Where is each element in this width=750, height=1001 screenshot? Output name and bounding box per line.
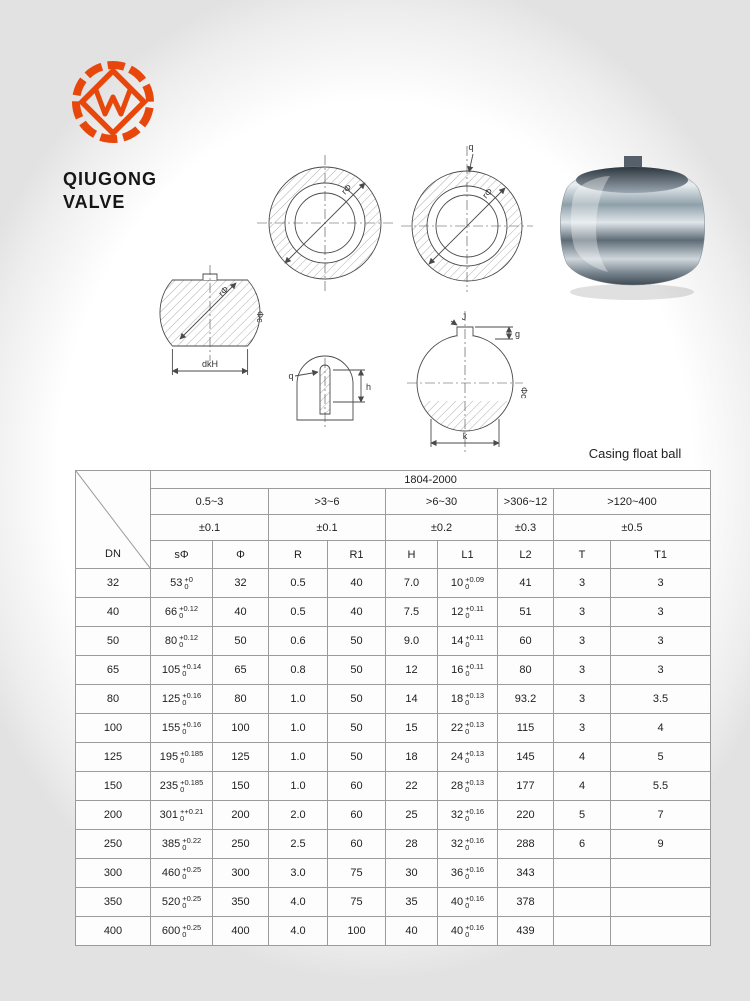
table-row-dn-250 <box>76 830 711 859</box>
cell-sphi: 53 +0 0 <box>151 569 213 598</box>
dim-label-j: J <box>461 312 467 322</box>
cell-t <box>554 888 611 917</box>
cell-phi: 100 <box>213 714 269 743</box>
column-header-t1: T1 <box>611 541 711 569</box>
cell-l1: 32 +0.16 0 <box>438 801 498 830</box>
cell-r: 2.0 <box>269 801 328 830</box>
cell-dn: 80 <box>76 685 151 714</box>
dn-header-cell <box>76 471 151 569</box>
cell-t1: 9 <box>611 830 711 859</box>
cell-r: 4.0 <box>269 888 328 917</box>
cell-sphi: 600 +0.25 0 <box>151 917 213 946</box>
cell-l2: 439 <box>498 917 554 946</box>
cell-phi: 80 <box>213 685 269 714</box>
cell-r: 0.5 <box>269 569 328 598</box>
cell-phi: 32 <box>213 569 269 598</box>
range-header-1: >3~6 <box>269 489 386 515</box>
cell-l1: 40 +0.16 0 <box>438 917 498 946</box>
cell-t: 3 <box>554 685 611 714</box>
cell-t: 6 <box>554 830 611 859</box>
cell-dn: 65 <box>76 656 151 685</box>
cell-dn: 40 <box>76 598 151 627</box>
cell-r1: 40 <box>328 569 386 598</box>
range-header-2: >6~30 <box>386 489 498 515</box>
cell-dn: 50 <box>76 627 151 656</box>
cell-t1: 3 <box>611 656 711 685</box>
cell-h: 22 <box>386 772 438 801</box>
column-header-t: T <box>554 541 611 569</box>
dim-label-phic: Φc <box>255 311 265 323</box>
column-header-row <box>76 541 711 569</box>
cell-phi: 150 <box>213 772 269 801</box>
cell-r: 2.5 <box>269 830 328 859</box>
cell-phi: 40 <box>213 598 269 627</box>
cell-sphi: 520 +0.25 0 <box>151 888 213 917</box>
cell-l1: 16 +0.11 0 <box>438 656 498 685</box>
dim-label-rphi: rΦ <box>216 284 231 299</box>
cell-h: 40 <box>386 917 438 946</box>
table-row-dn-50 <box>76 627 711 656</box>
cell-l2: 343 <box>498 859 554 888</box>
column-header-phi: Φ <box>213 541 269 569</box>
cell-t1 <box>611 917 711 946</box>
cell-t1: 3.5 <box>611 685 711 714</box>
cell-dn: 100 <box>76 714 151 743</box>
brand-name-line2: VALVE <box>63 191 126 212</box>
cell-t1: 3 <box>611 569 711 598</box>
cell-t: 3 <box>554 656 611 685</box>
dim-label-rphi: rΦ <box>480 186 495 201</box>
cell-t1 <box>611 859 711 888</box>
dim-label-q: q <box>468 142 474 152</box>
cell-phi: 125 <box>213 743 269 772</box>
cell-l1: 22 +0.13 0 <box>438 714 498 743</box>
cell-t1 <box>611 888 711 917</box>
cell-r1: 75 <box>328 859 386 888</box>
dim-label-g: g <box>515 329 521 339</box>
cell-l1: 32 +0.16 0 <box>438 830 498 859</box>
tolerance-header-0: ±0.1 <box>151 515 269 541</box>
cell-dn: 200 <box>76 801 151 830</box>
drawing-trunnion-ball <box>407 311 529 453</box>
cell-h: 7.5 <box>386 598 438 627</box>
cell-l2: 145 <box>498 743 554 772</box>
cell-phi: 200 <box>213 801 269 830</box>
cell-t <box>554 859 611 888</box>
cell-phi: 300 <box>213 859 269 888</box>
cell-r1: 40 <box>328 598 386 627</box>
cell-l1: 24 +0.13 0 <box>438 743 498 772</box>
cell-l2: 220 <box>498 801 554 830</box>
cell-sphi: 385 +0.22 0 <box>151 830 213 859</box>
cell-t1: 7 <box>611 801 711 830</box>
cell-phi: 50 <box>213 627 269 656</box>
cell-t: 3 <box>554 598 611 627</box>
table-row-dn-350 <box>76 888 711 917</box>
cell-h: 7.0 <box>386 569 438 598</box>
tolerance-header-2: ±0.2 <box>386 515 498 541</box>
cell-t: 3 <box>554 627 611 656</box>
table-row-dn-125 <box>76 743 711 772</box>
cell-l2: 288 <box>498 830 554 859</box>
cell-l1: 28 +0.13 0 <box>438 772 498 801</box>
cell-r: 3.0 <box>269 859 328 888</box>
tolerance-header-4: ±0.5 <box>554 515 711 541</box>
column-header-sphi: sΦ <box>151 541 213 569</box>
cell-sphi: 66 +0.12 0 <box>151 598 213 627</box>
cell-r1: 60 <box>328 801 386 830</box>
cell-t: 4 <box>554 772 611 801</box>
range-header-3: >306~12 <box>498 489 554 515</box>
cell-r1: 50 <box>328 627 386 656</box>
cell-l1: 36 +0.16 0 <box>438 859 498 888</box>
ball-3d-image <box>550 142 715 307</box>
cell-r: 0.8 <box>269 656 328 685</box>
cell-sphi: 155 +0.16 0 <box>151 714 213 743</box>
cell-t1: 3 <box>611 627 711 656</box>
cell-l1: 10 +0.09 0 <box>438 569 498 598</box>
cell-h: 35 <box>386 888 438 917</box>
table-row-dn-80 <box>76 685 711 714</box>
series-row <box>76 471 711 489</box>
column-header-r: R <box>269 541 328 569</box>
cell-r1: 50 <box>328 685 386 714</box>
cell-r: 1.0 <box>269 714 328 743</box>
range-header-4: >120~400 <box>554 489 711 515</box>
cell-h: 9.0 <box>386 627 438 656</box>
cell-sphi: 235 +0.185 0 <box>151 772 213 801</box>
cell-phi: 65 <box>213 656 269 685</box>
cell-dn: 125 <box>76 743 151 772</box>
cell-r: 0.6 <box>269 627 328 656</box>
table-caption: Casing float ball <box>588 446 682 461</box>
cell-t <box>554 917 611 946</box>
drawing-side-view-ball <box>160 265 265 375</box>
cell-r: 1.0 <box>269 685 328 714</box>
cell-h: 15 <box>386 714 438 743</box>
table-row-dn-32 <box>76 569 711 598</box>
cell-t1: 3 <box>611 598 711 627</box>
cell-l1: 18 +0.13 0 <box>438 685 498 714</box>
cell-l2: 115 <box>498 714 554 743</box>
dim-label-dkh: dkH <box>201 359 219 369</box>
cell-dn: 300 <box>76 859 151 888</box>
table-row-dn-150 <box>76 772 711 801</box>
table-row-dn-400 <box>76 917 711 946</box>
cell-h: 12 <box>386 656 438 685</box>
cell-r1: 75 <box>328 888 386 917</box>
cell-r1: 50 <box>328 656 386 685</box>
cell-l1: 12 +0.11 0 <box>438 598 498 627</box>
cell-dn: 250 <box>76 830 151 859</box>
drawing-pin-detail <box>288 356 371 430</box>
cell-l1: 14 +0.11 0 <box>438 627 498 656</box>
cell-t: 3 <box>554 569 611 598</box>
cell-phi: 350 <box>213 888 269 917</box>
cell-r1: 60 <box>328 772 386 801</box>
cell-sphi: 301 ++0.21 0 <box>151 801 213 830</box>
cell-sphi: 80 +0.12 0 <box>151 627 213 656</box>
cell-l2: 378 <box>498 888 554 917</box>
drawing-front-view-left <box>257 155 393 291</box>
cell-l2: 41 <box>498 569 554 598</box>
cell-l2: 51 <box>498 598 554 627</box>
tolerance-header-1: ±0.1 <box>269 515 386 541</box>
cell-phi: 400 <box>213 917 269 946</box>
cell-t1: 4 <box>611 714 711 743</box>
dim-label-k: k <box>462 431 468 441</box>
cell-r: 1.0 <box>269 772 328 801</box>
cell-h: 28 <box>386 830 438 859</box>
cell-h: 30 <box>386 859 438 888</box>
cell-r: 4.0 <box>269 917 328 946</box>
range-header-0: 0.5~3 <box>151 489 269 515</box>
cell-dn: 350 <box>76 888 151 917</box>
dn-label: DN <box>105 548 121 560</box>
cell-t: 5 <box>554 801 611 830</box>
dim-label-h: h <box>366 382 372 392</box>
dim-label-phic: Φc <box>519 387 529 399</box>
cell-sphi: 105 +0.14 0 <box>151 656 213 685</box>
cell-l2: 60 <box>498 627 554 656</box>
column-header-h: H <box>386 541 438 569</box>
cell-phi: 250 <box>213 830 269 859</box>
spec-table-head <box>76 471 711 569</box>
brand-name-line1: QIUGONG <box>63 169 158 189</box>
cell-l1: 40 +0.16 0 <box>438 888 498 917</box>
cell-r1: 60 <box>328 830 386 859</box>
cell-r: 0.5 <box>269 598 328 627</box>
column-header-l2: L2 <box>498 541 554 569</box>
series-header: 1804-2000 <box>151 471 711 489</box>
drawing-front-view-right <box>401 142 533 292</box>
cell-r: 1.0 <box>269 743 328 772</box>
cell-l2: 177 <box>498 772 554 801</box>
cell-dn: 400 <box>76 917 151 946</box>
dim-label-q: q <box>288 371 294 381</box>
cell-h: 25 <box>386 801 438 830</box>
cell-t1: 5.5 <box>611 772 711 801</box>
table-row-dn-40 <box>76 598 711 627</box>
ball-3d-render <box>550 142 715 312</box>
cell-r1: 50 <box>328 743 386 772</box>
tolerance-row <box>76 515 711 541</box>
cell-t: 3 <box>554 714 611 743</box>
table-row-dn-65 <box>76 656 711 685</box>
technical-drawings <box>140 135 560 470</box>
cell-sphi: 195 +0.185 0 <box>151 743 213 772</box>
cell-t: 4 <box>554 743 611 772</box>
tolerance-header-3: ±0.3 <box>498 515 554 541</box>
table-row-dn-100 <box>76 714 711 743</box>
column-header-l1: L1 <box>438 541 498 569</box>
cell-h: 18 <box>386 743 438 772</box>
cell-r1: 50 <box>328 714 386 743</box>
cell-sphi: 460 +0.25 0 <box>151 859 213 888</box>
table-row-dn-200 <box>76 801 711 830</box>
table-row-dn-300 <box>76 859 711 888</box>
spec-table-body <box>76 569 711 946</box>
cell-r1: 100 <box>328 917 386 946</box>
column-header-r1: R1 <box>328 541 386 569</box>
cell-dn: 32 <box>76 569 151 598</box>
cell-l2: 93.2 <box>498 685 554 714</box>
range-row <box>76 489 711 515</box>
cell-sphi: 125 +0.16 0 <box>151 685 213 714</box>
dim-label-rphi: rΦ <box>339 182 354 197</box>
cell-t1: 5 <box>611 743 711 772</box>
cell-dn: 150 <box>76 772 151 801</box>
cell-h: 14 <box>386 685 438 714</box>
cell-l2: 80 <box>498 656 554 685</box>
spec-table <box>75 470 711 946</box>
